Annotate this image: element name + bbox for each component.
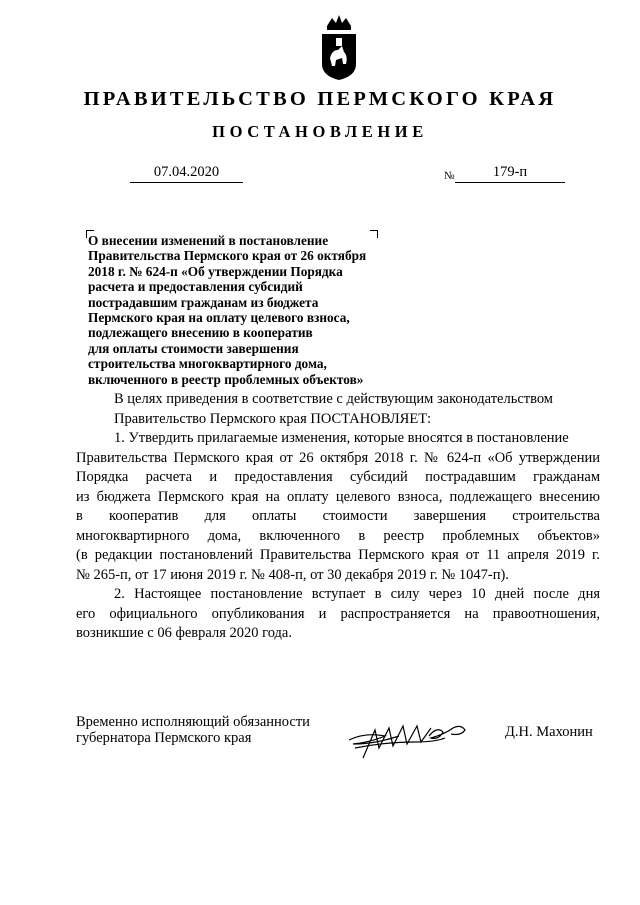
decree-subject	[88, 233, 418, 387]
item1-line: Порядка расчета и предоставления субсидий пострадавшим гражданам	[76, 469, 600, 485]
subject-line: О внесении изменений в постановление	[88, 233, 329, 248]
item1-line: многоквартирного дома, включенного в реестр проблемных объектов»	[76, 527, 600, 544]
handwritten-signature-icon	[345, 718, 470, 763]
subject-line: пострадавшим гражданам из бюджета	[88, 294, 319, 310]
subject-line: включенного в реестр проблемных объектов»	[88, 371, 364, 387]
signatory-name: Д.Н. Махонин	[505, 724, 593, 740]
item2-line: его официального опубликования и распространяется на правоотношения,	[76, 605, 600, 622]
government-title: ПРАВИТЕЛЬСТВО ПЕРМСКОГО КРАЯ	[83, 88, 557, 110]
item1-line: из бюджета Пермского края на оплату целевого взноса, подлежащего внесению	[76, 488, 600, 505]
subject-line: расчета и предоставления субсидий	[88, 279, 303, 295]
subject-line: Пермского края на оплату целевого взноса,	[88, 310, 350, 326]
item1-line: 1. Утвердить прилагаемые изменения, которые вносятся в постановление	[114, 430, 569, 446]
item1-line: Правительства Пермского края от 26 октября 2018 г. № 624-п «Об утверждении	[76, 449, 600, 466]
document-type: ПОСТАНОВЛЕНИЕ	[212, 122, 428, 141]
intro-line: Правительство Пермского края ПОСТАНОВЛЯЕТ:	[114, 410, 432, 427]
coat-of-arms-icon	[318, 12, 360, 82]
signatory-title	[76, 714, 310, 746]
subject-line: 2018 г. № 624-п «Об утверждении Порядка	[88, 263, 343, 279]
number-sign: №	[444, 170, 455, 182]
decree-number: 179-п	[455, 162, 565, 183]
subject-line: для оплаты стоимости завершения	[88, 340, 299, 356]
item2-line: 2. Настоящее постановление вступает в силу через 10 дней после дня	[114, 586, 600, 602]
subject-line: строительства многоквартирного дома,	[88, 356, 327, 372]
item2-line: возникшие с 06 февраля 2020 года.	[76, 625, 292, 641]
intro-line: В целях приведения в соответствие с действующим законодательством	[114, 391, 553, 407]
item1-line: в кооператив для оплаты стоимости завершения строительства	[76, 508, 600, 524]
item1-line: № 265-п, от 17 июня 2019 г. № 408-п, от 30 декабря 2019 г. № 1047-п).	[76, 566, 509, 583]
decree-date: 07.04.2020	[130, 162, 243, 183]
signatory-title-line: губернатора Пермского края	[76, 730, 252, 746]
subject-line: подлежащего внесению в кооператив	[88, 325, 313, 341]
decree-body	[76, 390, 600, 644]
subject-line: Правительства Пермского края от 26 октября	[88, 248, 367, 264]
item1-line: (в редакции постановлений Правительства Пермского края от 11 апреля 2019 г.	[76, 547, 600, 563]
signatory-title-line: Временно исполняющий обязанности	[76, 714, 310, 730]
